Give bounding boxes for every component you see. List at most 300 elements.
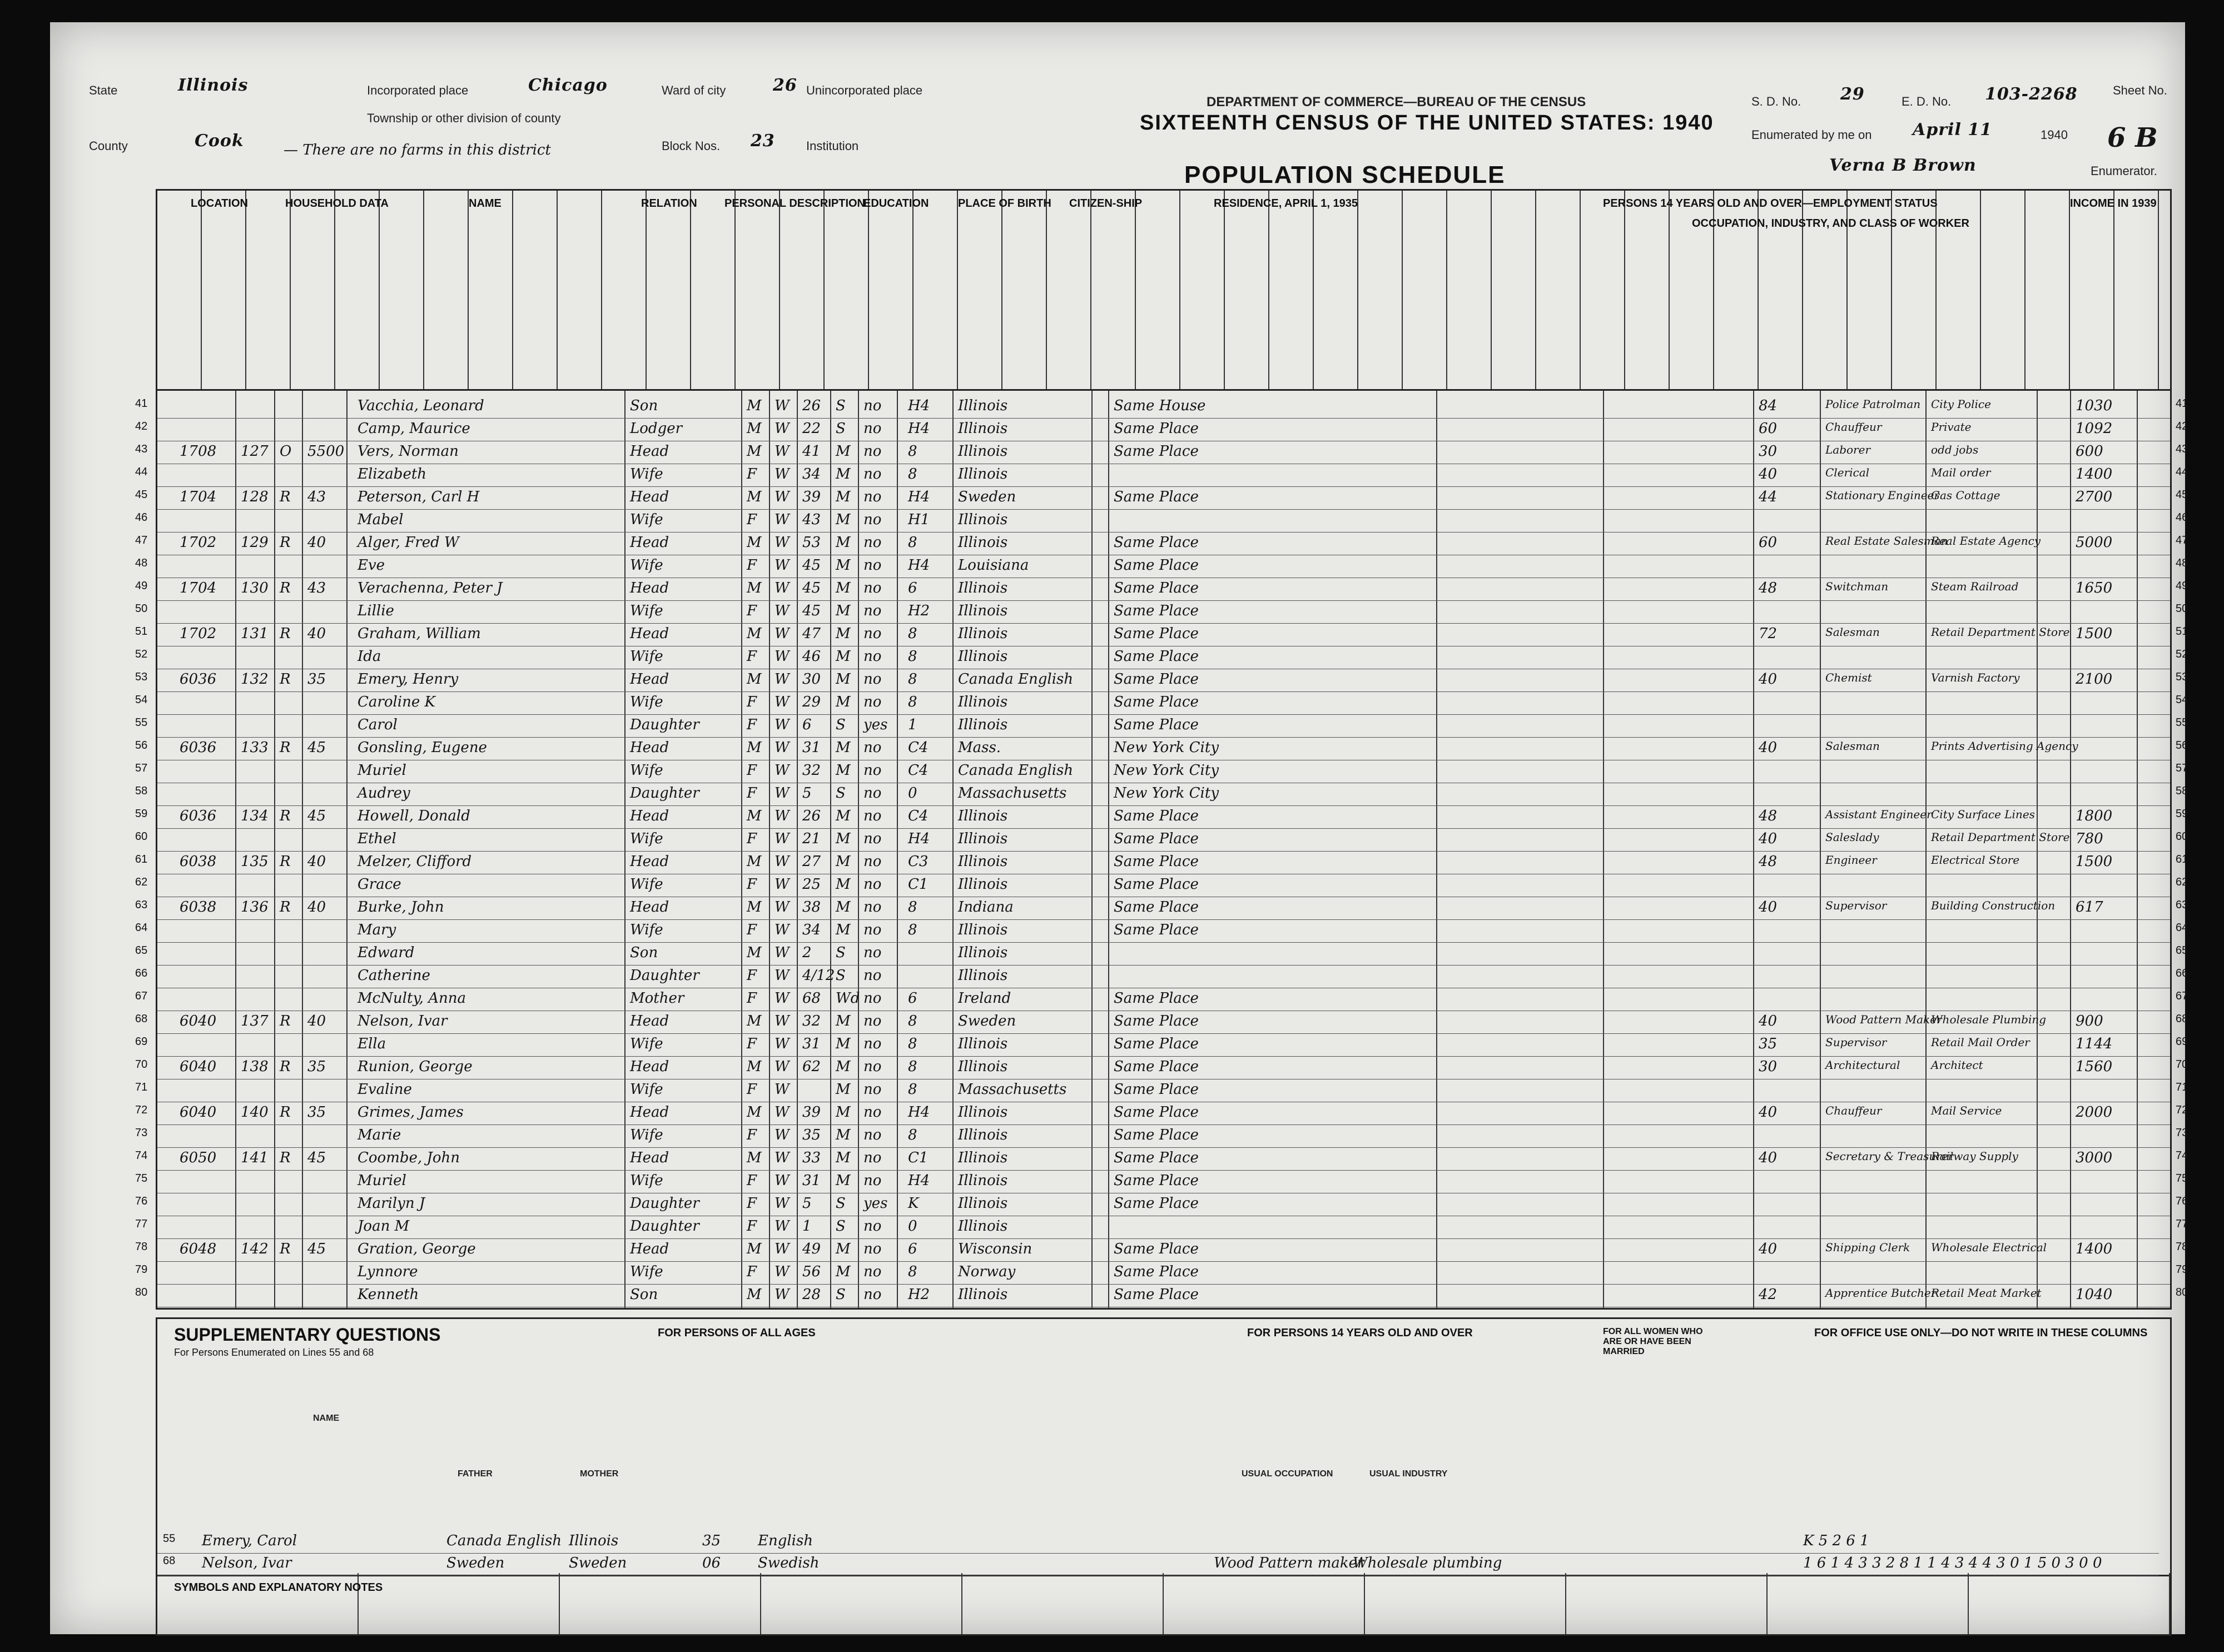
cell-school: no (863, 1263, 882, 1280)
cell-relation: Wife (630, 876, 663, 893)
cell-num: 141 (241, 1150, 269, 1166)
cell-grade: 8 (908, 899, 917, 915)
cell-grade: H2 (908, 603, 930, 619)
cell-residence: Same Place (1114, 830, 1199, 847)
cell-marital: M (836, 922, 851, 938)
cell-num: 132 (241, 671, 269, 688)
section-relation: RELATION (641, 197, 697, 210)
cell-race: W (775, 580, 790, 596)
cell-occupation: Shipping Clerk (1825, 1241, 1910, 1254)
cell-value: 35 (307, 1058, 326, 1075)
cell-sex: F (747, 876, 757, 893)
cell-sex: M (747, 489, 762, 505)
cell-name: Grace (358, 876, 401, 893)
cell-race: W (775, 694, 790, 710)
supplementary-row (157, 1553, 2159, 1576)
cell-grade: H1 (908, 511, 930, 528)
cell-grade: C1 (908, 876, 929, 893)
cell-line-right: 78 (2176, 1241, 2188, 1253)
cell-hours: 40 (1759, 671, 1778, 688)
cell-sex: F (747, 1195, 757, 1212)
cell-hours: 48 (1759, 853, 1778, 870)
supp-women: FOR ALL WOMEN WHO ARE OR HAVE BEEN MARRIED (1603, 1327, 1703, 1356)
cell-line: 59 (135, 808, 148, 820)
cell-birth: Illinois (958, 603, 1008, 619)
cell-house: 1704 (180, 580, 217, 596)
cell-line: 71 (135, 1081, 148, 1093)
cell-race: W (775, 1286, 790, 1303)
cell-residence: New York City (1114, 762, 1219, 779)
cell-name: Muriel (358, 762, 406, 779)
cell-sex: F (747, 990, 757, 1007)
cell-line-right: 48 (2176, 557, 2188, 569)
cell-age: 49 (802, 1241, 821, 1257)
cell-name: McNulty, Anna (358, 990, 466, 1007)
cell-residence: Same Place (1114, 1172, 1199, 1189)
cell-school: no (863, 511, 882, 528)
cell-hours: 40 (1759, 830, 1778, 847)
cell-line-right: 42 (2176, 420, 2188, 432)
cell-occupation: Apprentice Butcher (1825, 1286, 1937, 1300)
supplementary-subtitle: For Persons Enumerated on Lines 55 and 68 (174, 1347, 374, 1358)
cell-marital: M (836, 1150, 851, 1166)
cell-residence: Same Place (1114, 1263, 1199, 1280)
cell-house: 6048 (180, 1241, 217, 1257)
cell-school: no (863, 739, 882, 756)
cell-school: no (863, 762, 882, 779)
cell-occupation: Real Estate Salesman (1825, 534, 1948, 548)
cell-age: 53 (802, 534, 821, 551)
table-row (135, 805, 2188, 829)
supp-all-ages: FOR PERSONS OF ALL AGES (658, 1327, 816, 1339)
cell-school: no (863, 1218, 882, 1235)
cell-sex: F (747, 1218, 757, 1235)
cell-occupation: Assistant Engineer (1825, 808, 1932, 821)
enumerated-label: Enumerated by me on (1751, 128, 1872, 142)
cell-age: 4/12 (802, 967, 835, 984)
supp-col-occupation: USUAL OCCUPATION (1242, 1469, 1333, 1479)
cell-value: 40 (307, 534, 326, 551)
cell-race: W (775, 739, 790, 756)
cell-industry: Mail Service (1931, 1104, 2002, 1117)
county-value: Cook (195, 131, 244, 151)
cell-age: 32 (802, 762, 821, 779)
cell-name: Gonsling, Eugene (358, 739, 487, 756)
cell-name: Marie (358, 1127, 401, 1143)
cell-age: 39 (802, 1104, 821, 1121)
supp-cell-line: 68 (163, 1555, 176, 1567)
cell-grade: C1 (908, 1150, 929, 1166)
cell-sex: M (747, 1286, 762, 1303)
cell-house: 1704 (180, 489, 217, 505)
cell-race: W (775, 1013, 790, 1029)
cell-school: no (863, 1104, 882, 1121)
cell-birth: Illinois (958, 1150, 1008, 1166)
cell-name: Muriel (358, 1172, 406, 1189)
cell-age: 68 (802, 990, 821, 1007)
cell-school: yes (863, 716, 888, 733)
cell-line-right: 56 (2176, 739, 2188, 752)
cell-sex: M (747, 443, 762, 460)
cell-relation: Head (630, 1241, 669, 1257)
cell-age: 43 (802, 511, 821, 528)
cell-school: yes (863, 1195, 888, 1212)
cell-name: Ella (358, 1036, 386, 1052)
cell-school: no (863, 557, 882, 574)
cell-value: 43 (307, 489, 326, 505)
cell-line-right: 61 (2176, 853, 2188, 865)
department: DEPARTMENT OF COMMERCE—BUREAU OF THE CENSUS (1207, 94, 1586, 110)
table-row (135, 988, 2188, 1011)
cell-sex: F (747, 922, 757, 938)
cell-birth: Illinois (958, 808, 1008, 824)
enumerator-label: Enumerator. (2091, 164, 2157, 178)
incorporated-label: Incorporated place (367, 83, 469, 97)
cell-name: Graham, William (358, 625, 481, 642)
cell-relation: Head (630, 899, 669, 915)
cell-name: Vers, Norman (358, 443, 459, 460)
cell-age: 1 (802, 1218, 812, 1235)
cell-name: Lynnore (358, 1263, 418, 1280)
supp-cell-mother: Illinois (569, 1532, 619, 1549)
incorporated-value: Chicago (528, 76, 608, 95)
cell-school: no (863, 1081, 882, 1098)
ward-label: Ward of city (662, 83, 726, 97)
cell-line-right: 63 (2176, 899, 2188, 911)
cell-marital: S (836, 420, 846, 437)
cell-school: no (863, 967, 882, 984)
cell-race: W (775, 944, 790, 961)
cell-name: Vacchia, Leonard (358, 397, 484, 414)
cell-line-right: 71 (2176, 1081, 2188, 1093)
cell-hours: 60 (1759, 420, 1778, 437)
cell-hours: 42 (1759, 1286, 1778, 1303)
cell-school: no (863, 876, 882, 893)
cell-race: W (775, 648, 790, 665)
cell-line: 61 (135, 853, 148, 865)
cell-line-right: 66 (2176, 967, 2188, 979)
cell-relation: Wife (630, 1127, 663, 1143)
cell-name: Peterson, Carl H (358, 489, 480, 505)
supp-cell-name: Nelson, Ivar (202, 1555, 292, 1571)
cell-name: Mary (358, 922, 396, 938)
cell-race: W (775, 1241, 790, 1257)
cell-own: R (280, 1058, 291, 1075)
cell-name: Coombe, John (358, 1150, 460, 1166)
table-row (135, 578, 2188, 601)
cell-birth: Illinois (958, 420, 1008, 437)
cell-value: 45 (307, 808, 326, 824)
cell-sex: F (747, 466, 757, 482)
cell-birth: Illinois (958, 944, 1008, 961)
cell-industry: Steam Railroad (1931, 580, 2019, 593)
cell-marital: M (836, 1013, 851, 1029)
cell-relation: Wife (630, 1081, 663, 1098)
cell-house: 6036 (180, 671, 217, 688)
state-value: Illinois (178, 76, 249, 95)
cell-marital: M (836, 534, 851, 551)
cell-race: W (775, 808, 790, 824)
cell-grade: 6 (908, 580, 917, 596)
cell-hours: 40 (1759, 1241, 1778, 1257)
cell-school: no (863, 830, 882, 847)
cell-own: R (280, 1150, 291, 1166)
cell-sex: M (747, 534, 762, 551)
cell-name: Evaline (358, 1081, 412, 1098)
cell-race: W (775, 443, 790, 460)
cell-line: 78 (135, 1241, 148, 1253)
cell-industry: Electrical Store (1931, 853, 2020, 867)
cell-line: 66 (135, 967, 148, 979)
cell-occupation: Supervisor (1825, 1036, 1887, 1049)
cell-residence: Same House (1114, 397, 1206, 414)
cell-value: 40 (307, 625, 326, 642)
cell-own: R (280, 1104, 291, 1121)
cell-name: Nelson, Ivar (358, 1013, 448, 1029)
cell-residence: New York City (1114, 739, 1219, 756)
cell-school: no (863, 785, 882, 802)
cell-line: 76 (135, 1195, 148, 1207)
cell-line-right: 59 (2176, 808, 2188, 820)
cell-marital: M (836, 603, 851, 619)
cell-relation: Mother (630, 990, 684, 1007)
cell-line: 64 (135, 922, 148, 934)
table-row (135, 1170, 2188, 1193)
cell-line-right: 55 (2176, 716, 2188, 729)
cell-line: 50 (135, 603, 148, 615)
cell-race: W (775, 1172, 790, 1189)
cell-line: 74 (135, 1150, 148, 1162)
supp-col-mother: MOTHER (580, 1469, 619, 1479)
cell-school: no (863, 1058, 882, 1075)
cell-line-right: 76 (2176, 1195, 2188, 1207)
cell-wages: 1500 (2076, 853, 2113, 870)
cell-birth: Norway (958, 1263, 1016, 1280)
cell-sex: F (747, 716, 757, 733)
cell-sex: M (747, 1058, 762, 1075)
cell-birth: Illinois (958, 580, 1008, 596)
cell-relation: Wife (630, 466, 663, 482)
cell-age: 25 (802, 876, 821, 893)
cell-birth: Illinois (958, 443, 1008, 460)
cell-birth: Wisconsin (958, 1241, 1032, 1257)
cell-value: 40 (307, 899, 326, 915)
cell-grade: 0 (908, 1218, 917, 1235)
cell-wages: 1800 (2076, 808, 2113, 824)
cell-residence: Same Place (1114, 853, 1199, 870)
cell-grade: 8 (908, 671, 917, 688)
cell-relation: Son (630, 397, 658, 414)
cell-school: no (863, 648, 882, 665)
cell-school: no (863, 922, 882, 938)
table-row (135, 1147, 2188, 1171)
cell-birth: Sweden (958, 1013, 1016, 1029)
cell-line: 57 (135, 762, 148, 774)
table-row (135, 760, 2188, 783)
section-residence: RESIDENCE, APRIL 1, 1935 (1214, 197, 1358, 210)
table-row (135, 1261, 2188, 1285)
cell-marital: S (836, 397, 846, 414)
cell-num: 128 (241, 489, 269, 505)
unincorporated-label: Unincorporated place (806, 83, 923, 97)
cell-age: 31 (802, 1172, 821, 1189)
cell-name: Lillie (358, 603, 394, 619)
cell-sex: M (747, 1150, 762, 1166)
cell-school: no (863, 694, 882, 710)
cell-relation: Head (630, 625, 669, 642)
cell-occupation: Salesman (1825, 625, 1880, 639)
cell-sex: F (747, 1081, 757, 1098)
cell-relation: Daughter (630, 1218, 699, 1235)
cell-residence: Same Place (1114, 1036, 1199, 1052)
cell-value: 40 (307, 853, 326, 870)
cell-num: 131 (241, 625, 269, 642)
cell-value: 35 (307, 1104, 326, 1121)
table-row (135, 623, 2188, 646)
sd-label: S. D. No. (1751, 94, 1801, 108)
cell-birth: Illinois (958, 1286, 1008, 1303)
cell-age: 22 (802, 420, 821, 437)
cell-relation: Wife (630, 922, 663, 938)
cell-birth: Canada English (958, 671, 1074, 688)
cell-hours: 40 (1759, 1013, 1778, 1029)
cell-school: no (863, 899, 882, 915)
cell-relation: Wife (630, 557, 663, 574)
cell-residence: Same Place (1114, 1104, 1199, 1121)
cell-race: W (775, 830, 790, 847)
cell-relation: Wife (630, 511, 663, 528)
enumerator-value: Verna B Brown (1829, 156, 1977, 175)
table-row (135, 1124, 2188, 1148)
cell-house: 1702 (180, 625, 217, 642)
cell-race: W (775, 671, 790, 688)
notes-title: SYMBOLS AND EXPLANATORY NOTES (174, 1581, 383, 1594)
cell-race: W (775, 1058, 790, 1075)
cell-line-right: 45 (2176, 489, 2188, 501)
cell-birth: Indiana (958, 899, 1014, 915)
cell-hours: 40 (1759, 1104, 1778, 1121)
table-row (135, 532, 2188, 555)
cell-marital: M (836, 580, 851, 596)
cell-birth: Illinois (958, 876, 1008, 893)
cell-industry: City Police (1931, 397, 1991, 411)
cell-grade: H4 (908, 420, 930, 437)
cell-race: W (775, 967, 790, 984)
cell-relation: Daughter (630, 785, 699, 802)
cell-grade: H4 (908, 830, 930, 847)
cell-line: 63 (135, 899, 148, 911)
cell-wages: 617 (2076, 899, 2103, 915)
cell-num: 129 (241, 534, 269, 551)
state-label: State (89, 83, 118, 97)
cell-school: no (863, 443, 882, 460)
cell-wages: 1650 (2076, 580, 2113, 596)
cell-school: no (863, 671, 882, 688)
cell-race: W (775, 1104, 790, 1121)
cell-house: 6040 (180, 1104, 217, 1121)
cell-line: 44 (135, 466, 148, 478)
cell-relation: Wife (630, 694, 663, 710)
cell-occupation: Switchman (1825, 580, 1889, 593)
cell-birth: Illinois (958, 694, 1008, 710)
cell-occupation: Architectural (1825, 1058, 1900, 1072)
cell-grade: K (908, 1195, 919, 1212)
table-row (135, 1011, 2188, 1034)
cell-name: Grimes, James (358, 1104, 464, 1121)
cell-age: 6 (802, 716, 812, 733)
cell-race: W (775, 1195, 790, 1212)
cell-name: Marilyn J (358, 1195, 425, 1212)
cell-occupation: Supervisor (1825, 899, 1887, 912)
table-row (135, 464, 2188, 487)
cell-race: W (775, 489, 790, 505)
cell-line-right: 49 (2176, 580, 2188, 592)
supplementary-section (156, 1317, 2172, 1576)
cell-own: R (280, 1013, 291, 1029)
cell-wages: 1500 (2076, 625, 2113, 642)
cell-marital: M (836, 489, 851, 505)
supp-cell-mother: Sweden (569, 1555, 627, 1571)
cell-line-right: 70 (2176, 1058, 2188, 1071)
cell-residence: Same Place (1114, 716, 1199, 733)
cell-relation: Wife (630, 1172, 663, 1189)
cell-age: 34 (802, 466, 821, 482)
cell-relation: Head (630, 1104, 669, 1121)
cell-school: no (863, 1036, 882, 1052)
cell-sex: M (747, 739, 762, 756)
cell-hours: 48 (1759, 808, 1778, 824)
table-row (135, 919, 2188, 943)
cell-residence: Same Place (1114, 489, 1199, 505)
cell-sex: F (747, 1036, 757, 1052)
supp-cell-office: K 5 2 6 1 (1803, 1532, 1869, 1549)
cell-industry: City Surface Lines (1931, 808, 2035, 821)
table-row (135, 897, 2188, 920)
table-row (135, 555, 2188, 578)
section-name: NAME (469, 197, 502, 210)
cell-name: Ethel (358, 830, 396, 847)
table-row (135, 646, 2188, 669)
cell-line-right: 64 (2176, 922, 2188, 934)
cell-sex: M (747, 1241, 762, 1257)
cell-hours: 72 (1759, 625, 1778, 642)
cell-age: 21 (802, 830, 821, 847)
cell-grade: 8 (908, 1058, 917, 1075)
cell-occupation: Engineer (1825, 853, 1877, 867)
cell-school: no (863, 1013, 882, 1029)
cell-age: 2 (802, 944, 812, 961)
cell-grade: 8 (908, 1036, 917, 1052)
cell-house: 1702 (180, 534, 217, 551)
cell-wages: 1030 (2076, 397, 2113, 414)
cell-age: 5 (802, 1195, 812, 1212)
cell-grade: 8 (908, 443, 917, 460)
county-note: — There are no farms in this district (284, 142, 551, 158)
cell-school: no (863, 625, 882, 642)
cell-grade: 1 (908, 716, 917, 733)
cell-grade: H2 (908, 1286, 930, 1303)
cell-name: Kenneth (358, 1286, 419, 1303)
cell-birth: Illinois (958, 716, 1008, 733)
cell-marital: M (836, 625, 851, 642)
cell-wages: 1092 (2076, 420, 2113, 437)
cell-line: 51 (135, 625, 148, 638)
cell-wages: 2100 (2076, 671, 2113, 688)
cell-num: 137 (241, 1013, 269, 1029)
cell-house: 6036 (180, 739, 217, 756)
cell-birth: Ireland (958, 990, 1011, 1007)
cell-marital: S (836, 785, 846, 802)
